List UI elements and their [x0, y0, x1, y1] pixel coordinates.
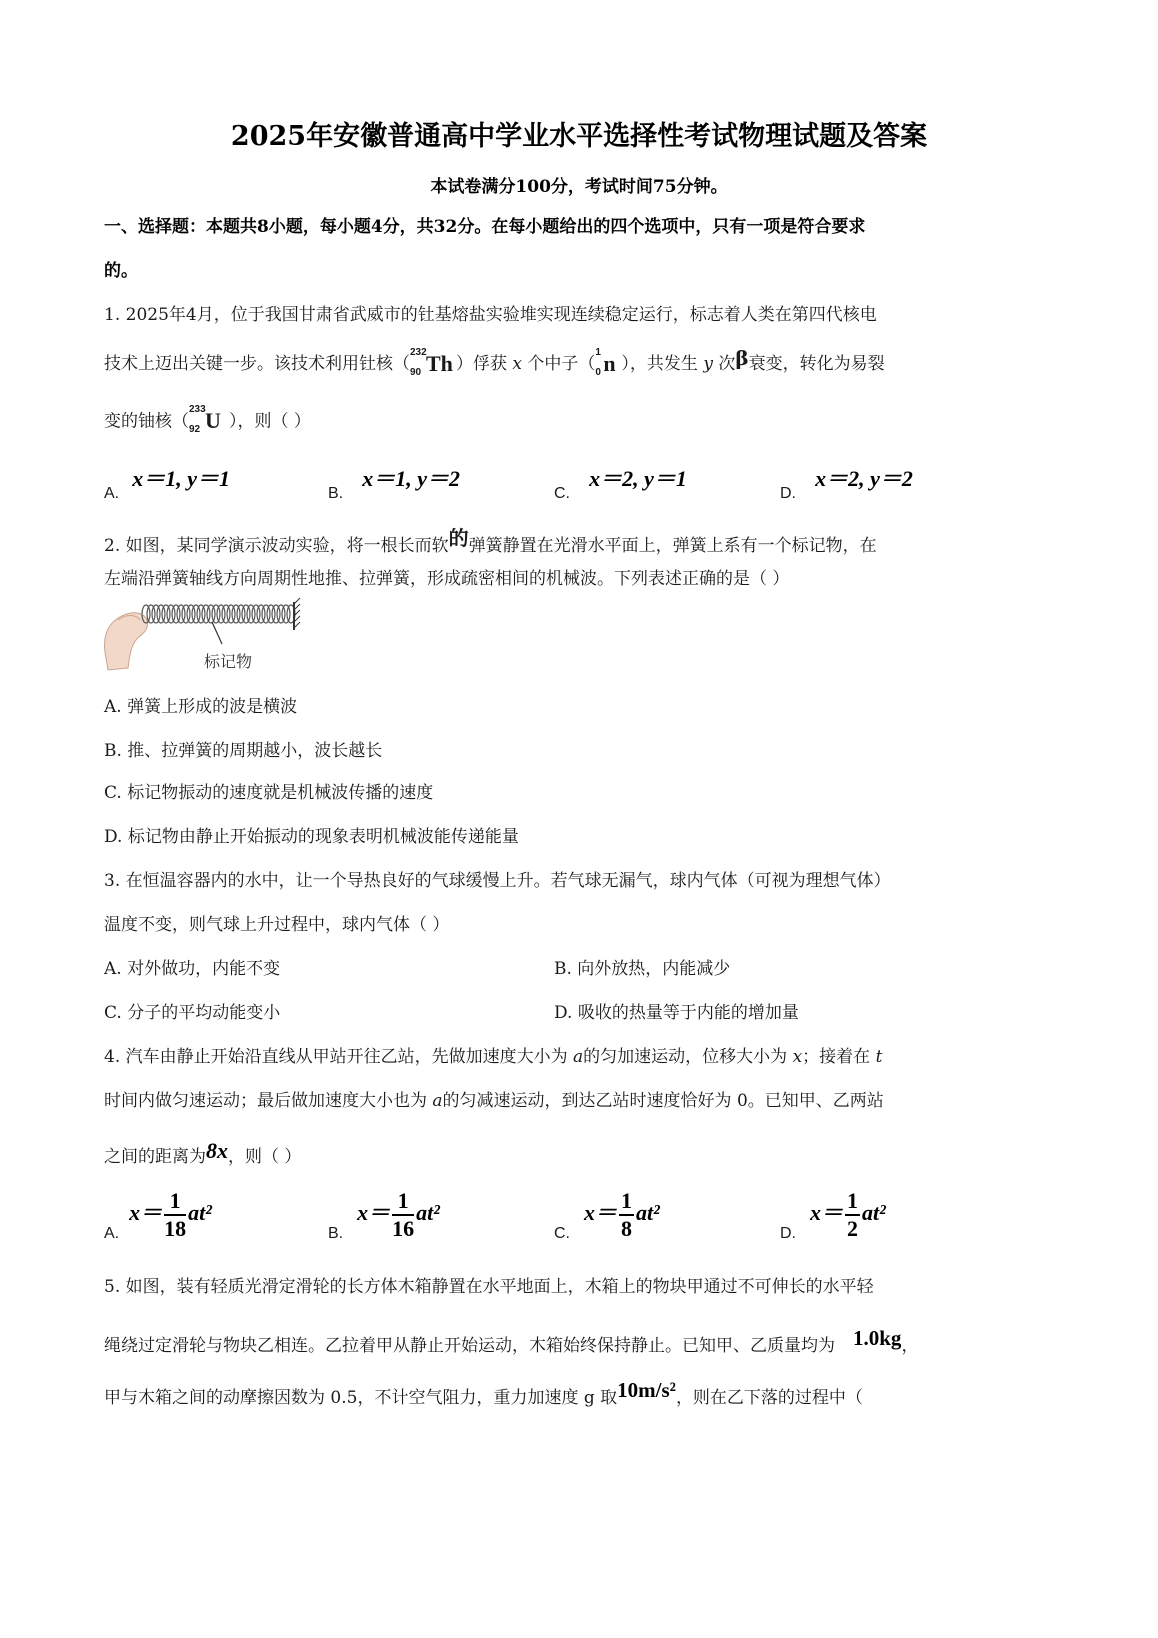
q1-option-c[interactable]: C. x＝2, y＝1 — [554, 466, 687, 502]
q1-option-a[interactable]: A. x＝1, y＝1 — [104, 466, 230, 502]
q5-line2: 绳绕过定滑轮与物块乙相连。乙拉着甲从静止开始运动，木箱始终保持静止。已知甲、乙质量均为 1.0kg， — [104, 1326, 919, 1356]
q1-line3: 变的铀核（ 233 92 U ），则（ ） — [104, 404, 311, 440]
page-title: 2025年安徽普通高中学业水平选择性考试物理试题及答案 — [230, 121, 928, 152]
q4-line3: 之间的距离为8x，则（ ） — [104, 1138, 302, 1167]
q4-line2: 时间内做匀速运动；最后做加速度大小也为 a的匀减速运动，到达乙站时速度恰好为 0。已知甲、乙两站 — [104, 1091, 884, 1111]
thorium-nucleus: 232 90 Th — [410, 346, 453, 378]
q2-option-d[interactable]: D. 标记物由静止开始振动的现象表明机械波能传递能量 — [104, 827, 519, 847]
section-heading-line2: 的。 — [104, 261, 138, 281]
q4-option-b[interactable]: B.x＝ $\frac{1}{16}$ at² — [328, 1188, 440, 1243]
spring-coils — [142, 605, 295, 623]
uranium-nucleus: 233 92 U — [189, 404, 221, 435]
q2-option-a[interactable]: A. 弹簧上形成的波是横波 — [104, 697, 298, 717]
q1-line2: 技术上迈出关键一步。该技术利用钍核（ 232 90 Th ）俘获 x 个中子（ 1 0 n ），共发生 y 次β衰变，转化为易裂 — [104, 346, 885, 383]
marker-label: 标记物 — [204, 654, 253, 671]
q3-option-b[interactable]: B. 向外放热，内能减少 — [554, 959, 731, 979]
q3-option-c[interactable]: C. 分子的平均动能变小 — [104, 1003, 281, 1023]
q4-option-c[interactable]: C.x＝ $\frac{1}{8}$ at² — [554, 1188, 660, 1243]
q2-option-c[interactable]: C. 标记物振动的速度就是机械波传播的速度 — [104, 783, 434, 803]
q3-line2: 温度不变，则气球上升过程中，球内气体（ ） — [104, 915, 450, 935]
q1-option-d[interactable]: D. x＝2, y＝2 — [780, 466, 913, 502]
q1-line1: 1. 2025年4月，位于我国甘肃省武威市的钍基熔盐实验堆实现连续稳定运行，标志着人类在第四代核电 — [104, 305, 877, 325]
q3-line1: 3. 在恒温容器内的水中，让一个导热良好的气球缓慢上升。若气球无漏气，球内气体（可视为理想气体） — [104, 871, 891, 891]
q1-option-b[interactable]: B. x＝1, y＝2 — [328, 466, 460, 502]
q5-line1: 5. 如图，装有轻质光滑定滑轮的长方体木箱静置在水平地面上，木箱上的物块甲通过不可伸长的水平轻 — [104, 1277, 874, 1297]
q2-line2: 左端沿弹簧轴线方向周期性地推、拉弹簧，形成疏密相间的机械波。下列表述正确的是（ ） — [104, 569, 790, 589]
q2-line1: 2. 如图，某同学演示波动实验，将一根长而软的弹簧静置在光滑水平面上，弹簧上系有一个标记物，在 — [104, 526, 877, 556]
neutron: 1 0 n — [595, 346, 616, 378]
q4-option-a[interactable]: A.x＝ $\frac{1}{18}$ at² — [104, 1188, 212, 1243]
q5-line3: 甲与木箱之间的动摩擦因数为 0.5，不计空气阻力，重力加速度 g 取10m/s²，则在乙下落的过程中（ — [104, 1378, 863, 1408]
q3-option-a[interactable]: A. 对外做功，内能不变 — [104, 959, 281, 979]
section-heading-line1: 一、选择题：本题共8小题，每小题4分，共32分。在每小题给出的四个选项中，只有一项是符合要求 — [104, 217, 866, 237]
q2-option-b[interactable]: B. 推、拉弹簧的周期越小，波长越长 — [104, 741, 383, 761]
marker-pointer — [212, 622, 222, 644]
q3-option-d[interactable]: D. 吸收的热量等于内能的增加量 — [554, 1003, 799, 1023]
q4-line1: 4. 汽车由静止开始沿直线从甲站开往乙站，先做加速度大小为 a的匀加速运动，位移大小为 x；接着在 t — [104, 1047, 883, 1067]
hand-shape — [105, 613, 148, 670]
exam-info: 本试卷满分100分，考试时间75分钟。 — [430, 177, 728, 197]
q4-option-d[interactable]: D.x＝ $\frac{1}{2}$ at² — [780, 1188, 886, 1243]
